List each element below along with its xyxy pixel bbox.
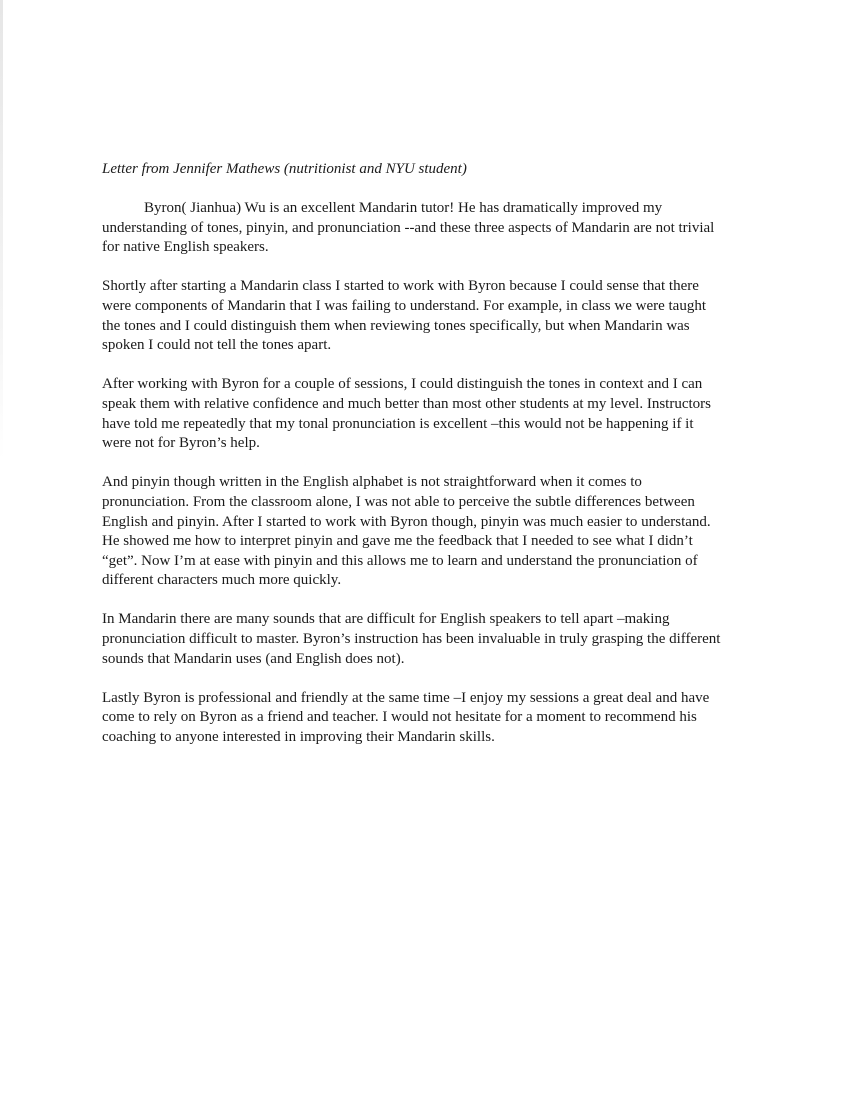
paragraph-pinyin — [102, 473, 762, 591]
paragraph-line: have told me repeatedly that my tonal pronunciation is excellent –this would not be happening if it — [102, 415, 694, 432]
paragraph-closing — [102, 689, 762, 748]
paragraph-line: come to rely on Byron as a friend and teacher. I would not hesitate for a moment to recommend his — [102, 709, 697, 726]
paragraph-line: different characters much more quickly. — [102, 572, 342, 589]
paragraph-line: were not for Byron’s help. — [102, 435, 260, 452]
paragraph-line: He showed me how to interpret pinyin and gave me the feedback that I needed to see what I didn’t — [102, 533, 693, 550]
paragraph-line: Shortly after starting a Mandarin class I started to work with Byron because I could sense that there — [102, 278, 699, 295]
paragraph-line: pronunciation difficult to master. Byron’s instruction has been invaluable in truly grasping the different — [102, 631, 721, 648]
paragraph-line: for native English speakers. — [102, 239, 269, 256]
paragraph-line: coaching to anyone interested in improving their Mandarin skills. — [102, 729, 495, 746]
paragraph-line: “get”. Now I’m at ease with pinyin and this allows me to learn and understand the pronunciation of — [102, 552, 698, 569]
paragraph-tones — [102, 375, 762, 453]
scan-edge-shadow — [0, 0, 3, 460]
paragraph-intro — [102, 199, 762, 258]
paragraph-line: sounds that Mandarin uses (and English does not). — [102, 650, 405, 667]
letter-body — [102, 159, 762, 767]
paragraph-line: Byron( Jianhua) Wu is an excellent Mandarin tutor! He has dramatically improved my — [144, 200, 663, 216]
paragraph-line: After working with Byron for a couple of sessions, I could distinguish the tones in context and I can — [102, 376, 703, 393]
paragraph-line: And pinyin though written in the English alphabet is not straightforward when it comes to — [102, 474, 642, 491]
paragraph-line: pronunciation. From the classroom alone, I was not able to perceive the subtle differences between — [102, 493, 695, 510]
paragraph-line: were components of Mandarin that I was failing to understand. For example, in class we were taught — [102, 297, 706, 314]
paragraph-line: In Mandarin there are many sounds that are difficult for English speakers to tell apart –making — [102, 611, 670, 628]
paragraph-class-experience — [102, 277, 762, 355]
paragraph-line: Lastly Byron is professional and friendly at the same time –I enjoy my sessions a great deal and have — [102, 689, 710, 706]
paragraph-line: speak them with relative confidence and much better than most other students at my level. Instructors — [102, 395, 711, 412]
paragraph-line: spoken I could not tell the tones apart. — [102, 337, 332, 354]
letter-title: Letter from Jennifer Mathews (nutritionist and NYU student) — [102, 161, 467, 177]
paragraph-line: the tones and I could distinguish them when reviewing tones specifically, but when Mandarin was — [102, 317, 690, 334]
paragraph-line: English and pinyin. After I started to work with Byron though, pinyin was much easier to understand. — [102, 513, 711, 530]
paragraph-sounds — [102, 610, 762, 669]
paragraph-line: understanding of tones, pinyin, and pronunciation --and these three aspects of Mandarin are not trivial — [102, 219, 715, 236]
